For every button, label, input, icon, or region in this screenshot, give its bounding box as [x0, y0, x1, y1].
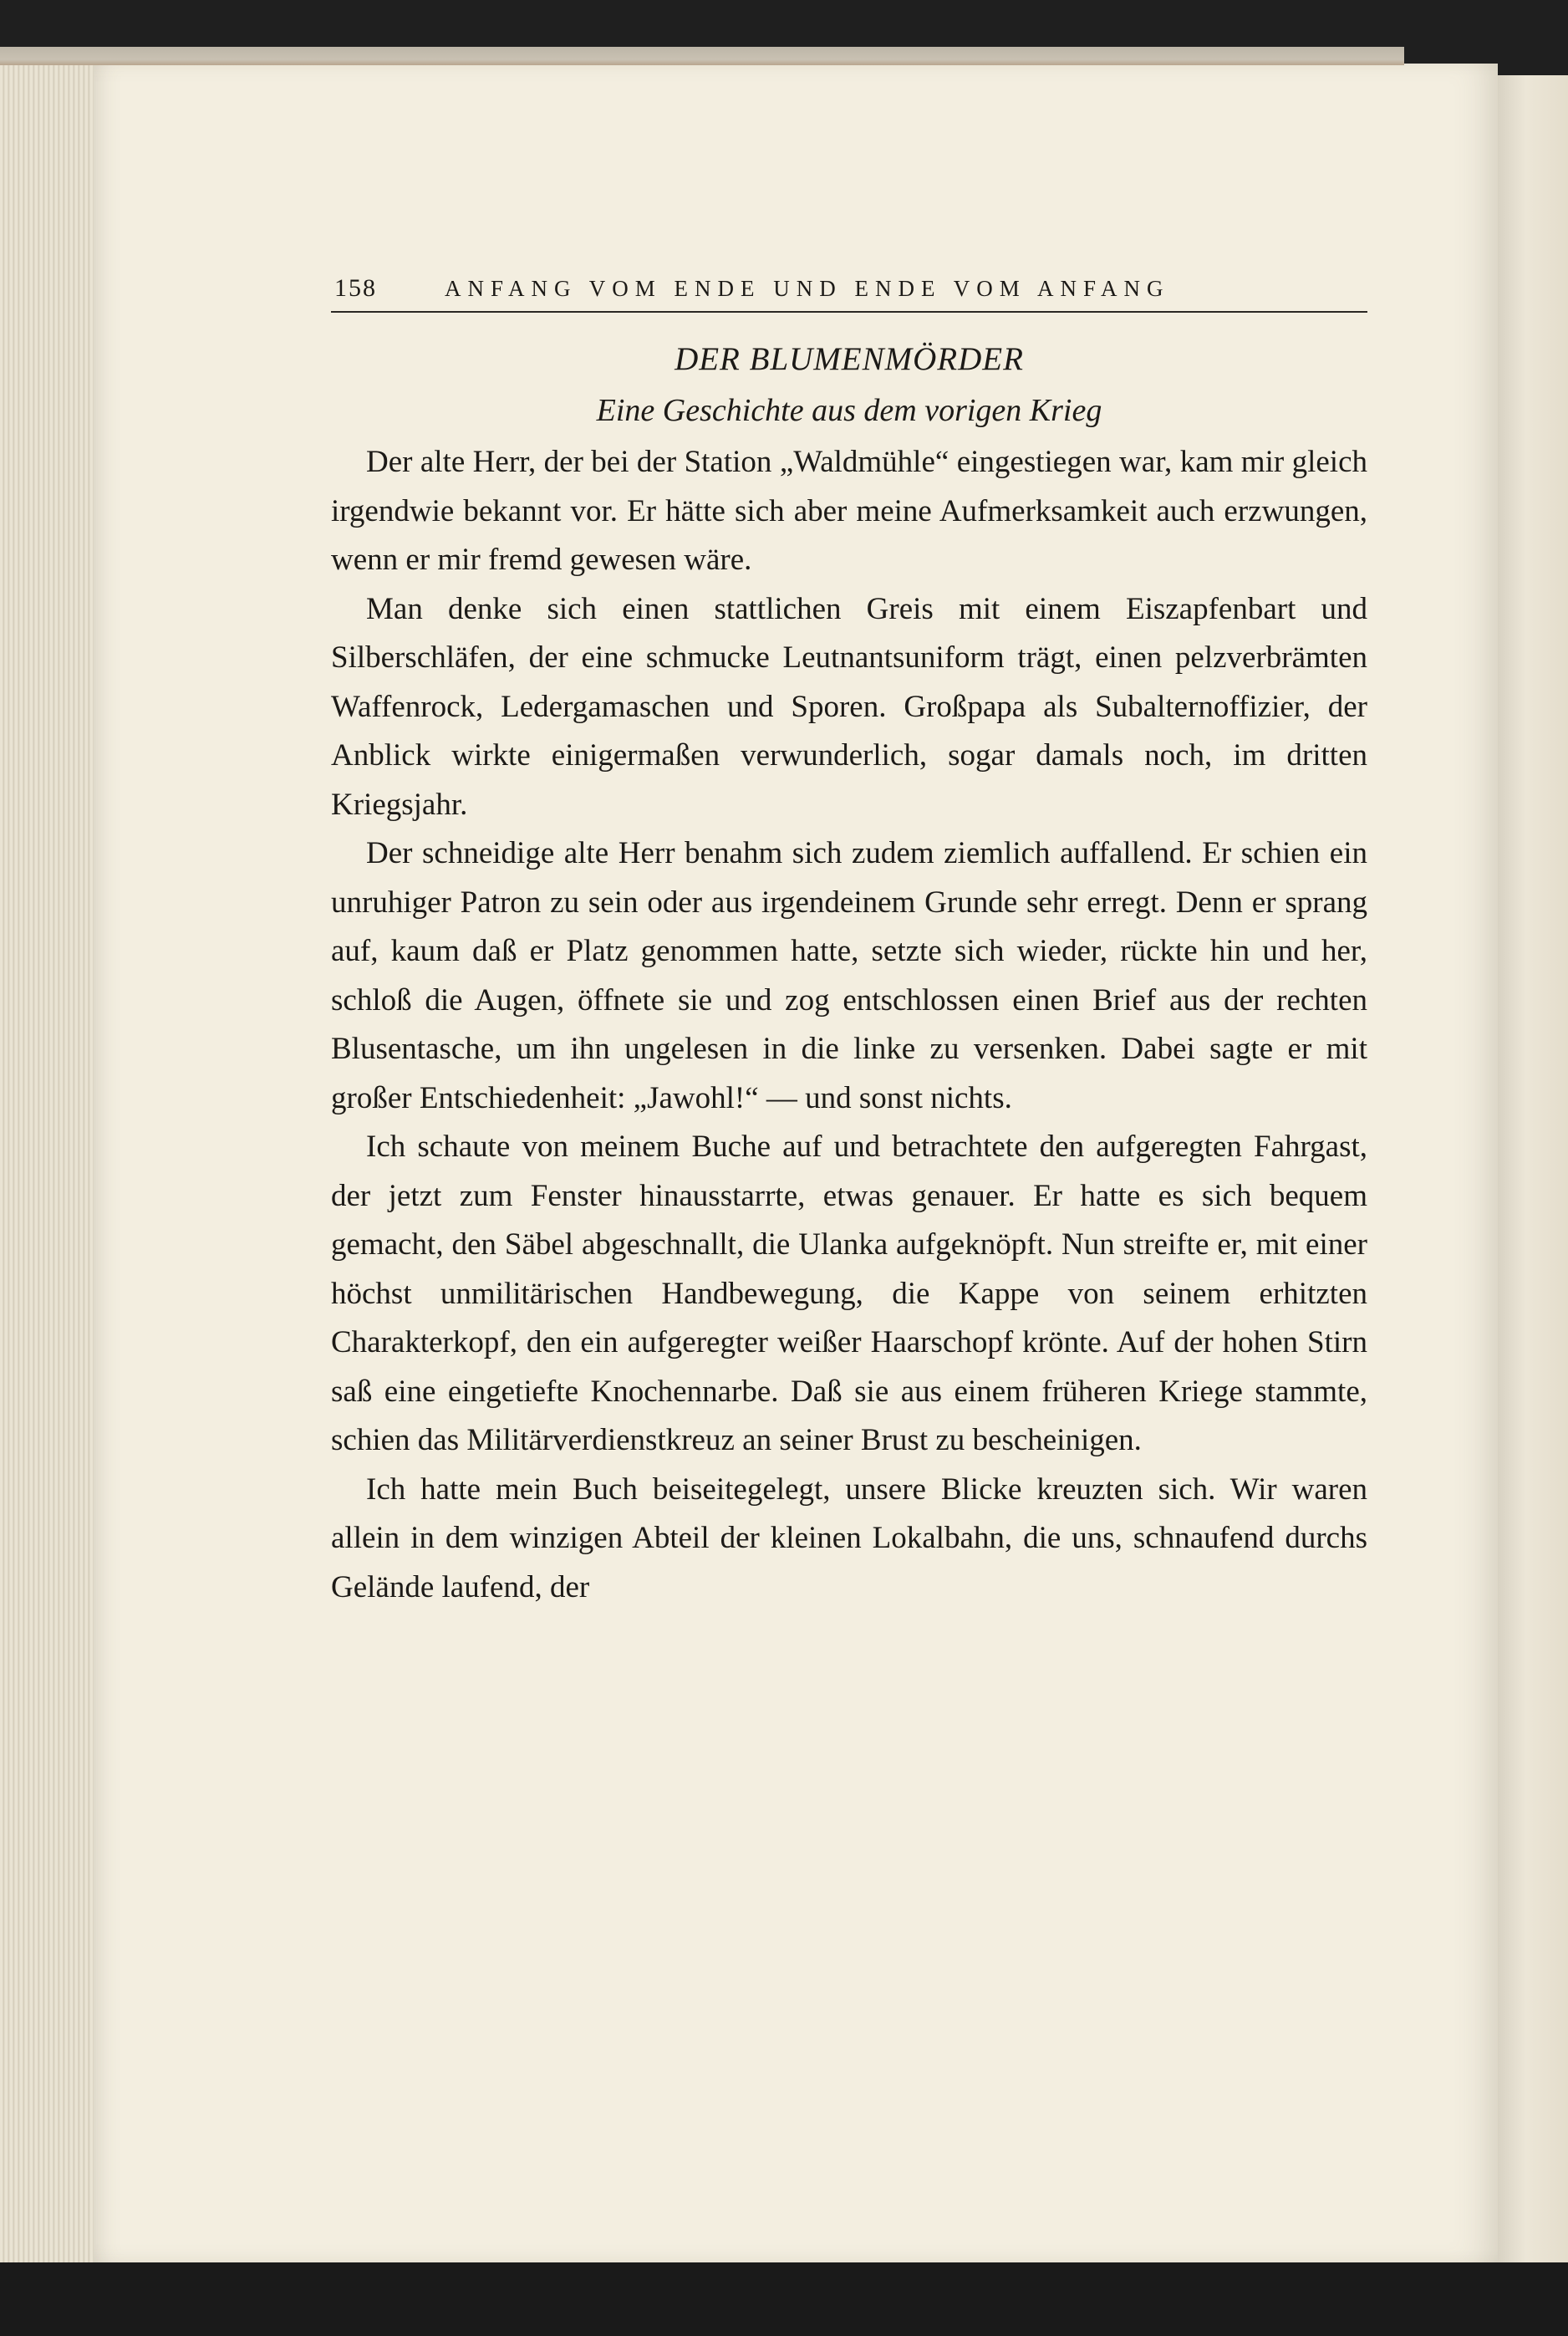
story-subtitle: Eine Geschichte aus dem vorigen Krieg [596, 393, 1102, 428]
next-page-edge [1498, 75, 1568, 2266]
top-page-edge [0, 47, 1404, 65]
paragraph-4: Ich schaute von meinem Buche auf und betrachtete den aufgeregten Fahrgast, der jetzt zum Fenster hinausstarrte, etwas genauer. Er hatte es sich bequem gemacht, den Säbel abgeschnallt, die Ulanka aufgeknöpft. Nun streifte er, mit einer höchst unmilitärischen Handbewegung, die Kappe von seinem erhitzten Charakterkopf, den ein aufgeregter weißer Haarschopf krönte. Auf der hohen Stirn saß eine eingetiefte Knochennarbe. Daß sie aus einem früheren Kriege stammte, schien das Militärverdienstkreuz an seiner Brust zu bescheinigen. [331, 1130, 1367, 1457]
page-number: 158 [334, 274, 377, 302]
paragraph-5: Ich hatte mein Buch beiseitegelegt, unsere Blicke kreuzten sich. Wir waren allein in dem winzigen Abteil der kleinen Lokalbahn, die uns, schnaufend durchs Gelände laufend, der [331, 1471, 1367, 1604]
scan-background-bottom [0, 2262, 1568, 2336]
running-head [331, 268, 1367, 313]
paragraph-1: Der alte Herr, der bei der Station „Waldmühle“ eingestiegen war, kam mir gleich irgendwie bekannt vor. Er hätte sich aber meine Aufmerksamkeit auch erzwungen, wenn er mir fremd gewesen wäre. [331, 445, 1367, 577]
story-title: DER BLUMENMÖRDER [675, 341, 1024, 377]
page-content [331, 268, 1367, 1612]
page-edges [0, 48, 99, 2264]
paragraph-2: Man denke sich einen stattlichen Greis mit einem Eiszapfenbart und Silberschläfen, der eine schmucke Leutnantsuniform trägt, einen pelzverbrämten Waffenrock, Ledergamaschen und Sporen. Großpapa als Subalternoffizier, der Anblick wirkte einigermaßen verwunderlich, sogar damals noch, im dritten Kriegsjahr. [331, 591, 1367, 822]
paragraph-3: Der schneidige alte Herr benahm sich zudem ziemlich auffallend. Er schien ein unruhiger Patron zu sein oder aus irgendeinem Grunde sehr erregt. Denn er sprang auf, kaum daß er Platz genommen hatte, setzte sich wieder, rückte hin und her, schloß die Augen, öffnete sie und zog entschlossen einen Brief aus der rechten Blusentasche, um ihn ungelesen in die linke zu versenken. Dabei sagte er mit großer Entschiedenheit: „Jawohl!“ — und sonst nichts. [331, 836, 1367, 1115]
running-title: ANFANG VOM ENDE UND ENDE VOM ANFANG [445, 276, 1170, 301]
